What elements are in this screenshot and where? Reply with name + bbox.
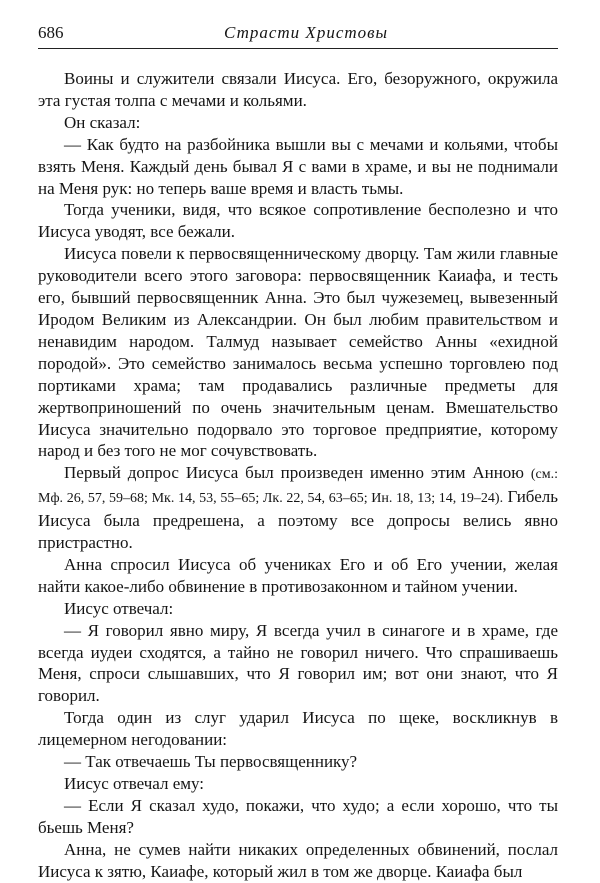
paragraph: — Как будто на разбойника вышли вы с мечами и кольями, чтобы взять Меня. Каждый день бывал Я с вами в храме, и вы не поднимали на Меня рук: но теперь ваше время и власть тьмы. xyxy=(38,134,558,198)
paragraph: — Если Я сказал худо, покажи, что худо; а если хорошо, что ты бьешь Меня? xyxy=(38,795,558,837)
header-rule xyxy=(38,48,558,49)
paragraph-text: Первый допрос Иисуса был произведен именно этим Анною xyxy=(64,463,525,483)
page-header xyxy=(38,22,558,46)
paragraph: — Так отвечаешь Ты первосвященнику? xyxy=(64,752,358,772)
paragraph: Он сказал: xyxy=(64,112,141,132)
paragraph: Тогда ученики, видя, что всякое сопротивление бесполезно и что Иисуса уводят, все бежали. xyxy=(38,200,558,242)
paragraph: Иисус отвечал: xyxy=(64,598,174,618)
paragraph: Иисуса повели к первосвященническому дворцу. Там жили главные руководители всего этого заговора: первосвященник Каиафа, и тесть его, бывший первосвященник Анна. Это был чужеземец, вывезенный Иродом Великим из Александрии. Он был любим правительством и ненавидим народом. Талмуд называет семейство Анны «ехидной породой». Это семейство занималось весьма успешно торговлею под портиками храма; там продавались различные предметы для жертвоприношений по очень значительным ценам. Вмешательство Иисуса значительно подорвало это торговое предприятие, которому народ и без того не мог сочувствовать. xyxy=(38,244,558,461)
page-number: 686 xyxy=(38,23,64,42)
paragraph: Иисус отвечал ему: xyxy=(64,774,205,793)
paragraph: Тогда один из слуг ударил Иисуса по щеке, воскликнув в лицемерном негодовании: xyxy=(38,708,558,750)
paragraph: Анна спросил Иисуса об учениках Его и об Его учении, желая найти какое-либо обвинение в противозаконном и тайном учении. xyxy=(38,554,558,596)
running-title: Страсти Христовы xyxy=(224,23,389,42)
paragraph-with-reference xyxy=(38,462,558,554)
paragraph: Воины и служители связали Иисуса. Его, безоружного, окружила эта густая толпа с мечами и кольями. xyxy=(38,69,558,110)
scripture-reference: (см.: Мф. 26, 57, 59–68; Мк. 14, 53, 55–65; Лк. 22, 54, 63–65; Ин. 18, 13; 14, 19–24). xyxy=(38,467,559,507)
body-text xyxy=(38,68,558,883)
paragraph: — Я говорил явно миру, Я всегда учил в синагоге и в храме, где всегда иудеи сходятся, а тайно не говорил ничего. Что спрашиваешь Меня, спроси слышавших, что Я говорил им; вот они знают, что Я говорил. xyxy=(38,620,558,706)
paragraph: Анна, не сумев найти никаких определенных обвинений, послал Иисуса к зятю, Каиафе, который жил в том же дворце. Каиафа был xyxy=(38,839,558,881)
paragraph-text: Гибель Иисуса была предрешена, а поэтому все допросы велись явно пристрастно. xyxy=(38,487,559,553)
book-page xyxy=(38,22,559,881)
